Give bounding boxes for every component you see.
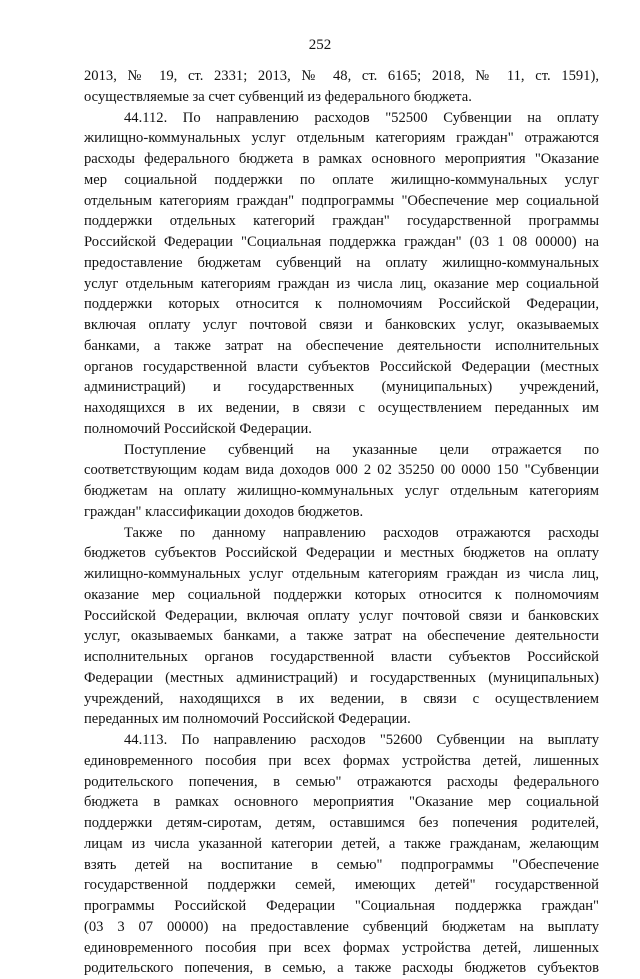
text-line: Поступление субвенций на указанные цели отражается по bbox=[124, 441, 599, 458]
text-line: Также по данному направлению расходов отражаются расходы bbox=[124, 524, 599, 541]
text-line: жилищно-коммунальных услуг отдельным категориям граждан из числа лиц, bbox=[84, 566, 599, 582]
text-line: расходы федерального бюджета в рамках основного мероприятия "Оказание bbox=[84, 151, 599, 167]
text-line: осуществляемые за счет субвенций из федерального бюджета. bbox=[84, 88, 472, 105]
text-line: единовременного пособия при всех формах устройства детей, лишенных bbox=[84, 939, 599, 956]
text-line: соответствующим кодам вида доходов 000 2 02 35250 00 0000 150 "Субвенции bbox=[84, 462, 599, 479]
page-number: 252 bbox=[308, 37, 332, 53]
text-line: (03 3 07 00000) на предоставление субвенций бюджетам на выплату bbox=[84, 918, 599, 935]
text-line: услуг, оказываемых банками, а также затрат на обеспечение деятельности bbox=[84, 628, 599, 645]
text-line: включая оплату услуг почтовой связи и банковских услуг, оказываемых bbox=[84, 317, 599, 333]
text-line: взять детей на воспитание в семью" подпрограммы "Обеспечение bbox=[84, 856, 599, 873]
text-line: родительского попечения, в семью, а также расходы бюджетов субъектов bbox=[84, 960, 599, 977]
text-line: переданных им полномочий Российской Федерации. bbox=[84, 711, 411, 728]
text-line: бюджета в рамках основного мероприятия "Оказание мер социальной bbox=[84, 794, 599, 811]
text-line: родительского попечения, в семью" отражаются расходы федерального bbox=[84, 773, 599, 790]
text-line: 2013, № 19, ст. 2331; 2013, № 48, ст. 6165; 2018, № 11, ст. 1591), bbox=[84, 68, 599, 84]
text-line: Российской Федерации "Социальная поддержка граждан" (03 1 08 00000) на bbox=[84, 234, 599, 250]
text-line: граждан" классификации доходов бюджетов. bbox=[84, 503, 364, 520]
text-line: государственной поддержки семей, имеющих детей" государственной bbox=[84, 877, 599, 894]
text-line: лицам из числа указанной категории детей, а также гражданам, желающим bbox=[84, 835, 599, 852]
text-line: Российской Федерации, включая оплату услуг почтовой связи и банковских bbox=[84, 607, 599, 624]
text-line: мер социальной поддержки по оплате жилищно-коммунальных услуг bbox=[84, 171, 599, 188]
text-line: бюджетов субъектов Российской Федерации и местных бюджетов на оплату bbox=[84, 545, 599, 562]
text-line: находящихся в их ведении, в связи с осуществлением переданных им bbox=[84, 400, 599, 416]
paragraph-income bbox=[84, 440, 599, 523]
text-line: полномочий Российской Федерации. bbox=[84, 420, 312, 437]
text-line: единовременного пособия при всех формах устройства детей, лишенных bbox=[84, 752, 599, 769]
text-line: органов государственной власти субъектов Российской Федерации (местных bbox=[84, 358, 599, 375]
text-line: услуг отдельным категориям граждан из числа лиц, оказание мер социальной bbox=[84, 275, 599, 292]
paragraph-44-113 bbox=[84, 730, 599, 979]
text-line: 44.112. По направлению расходов "52500 Субвенции на оплату bbox=[124, 109, 599, 126]
text-line: банками, а также затрат на обеспечение деятельности исполнительных bbox=[84, 337, 599, 354]
text-line: бюджетам на оплату жилищно-коммунальных услуг отдельным категориям bbox=[84, 483, 599, 499]
text-line: предоставление бюджетам субвенций на оплату жилищно-коммунальных bbox=[84, 254, 599, 271]
text-line: оказание мер социальной поддержки которых относится к полномочиям bbox=[84, 586, 599, 603]
text-line: исполнительных органов государственной власти субъектов Российской bbox=[84, 649, 599, 665]
document-body bbox=[84, 66, 599, 979]
text-line: отдельным категориям граждан" подпрограммы "Обеспечение мер социальной bbox=[84, 192, 599, 209]
text-line: поддержки детям-сиротам, детям, оставшимся без попечения родителей, bbox=[84, 815, 599, 831]
paragraph-continuation bbox=[84, 66, 599, 108]
text-line: администраций) и государственных (муниципальных) учреждений, bbox=[84, 379, 599, 396]
text-line: 44.113. По направлению расходов "52600 Субвенции на выплату bbox=[124, 732, 599, 748]
text-line: программы Российской Федерации "Социальная поддержка граждан" bbox=[84, 898, 599, 914]
text-line: Федерации (местных администраций) и государственных (муниципальных) bbox=[84, 669, 599, 686]
text-line: учреждений, находящихся в их ведении, в связи с осуществлением bbox=[84, 690, 599, 707]
text-line: поддержки отдельных категорий граждан" государственной программы bbox=[84, 213, 599, 230]
text-line: поддержки которых относится к полномочиям Российской Федерации, bbox=[84, 296, 599, 313]
paragraph-also bbox=[84, 523, 599, 731]
text-line: жилищно-коммунальных услуг отдельным категориям граждан" отражаются bbox=[84, 130, 599, 147]
paragraph-44-112 bbox=[84, 108, 599, 440]
